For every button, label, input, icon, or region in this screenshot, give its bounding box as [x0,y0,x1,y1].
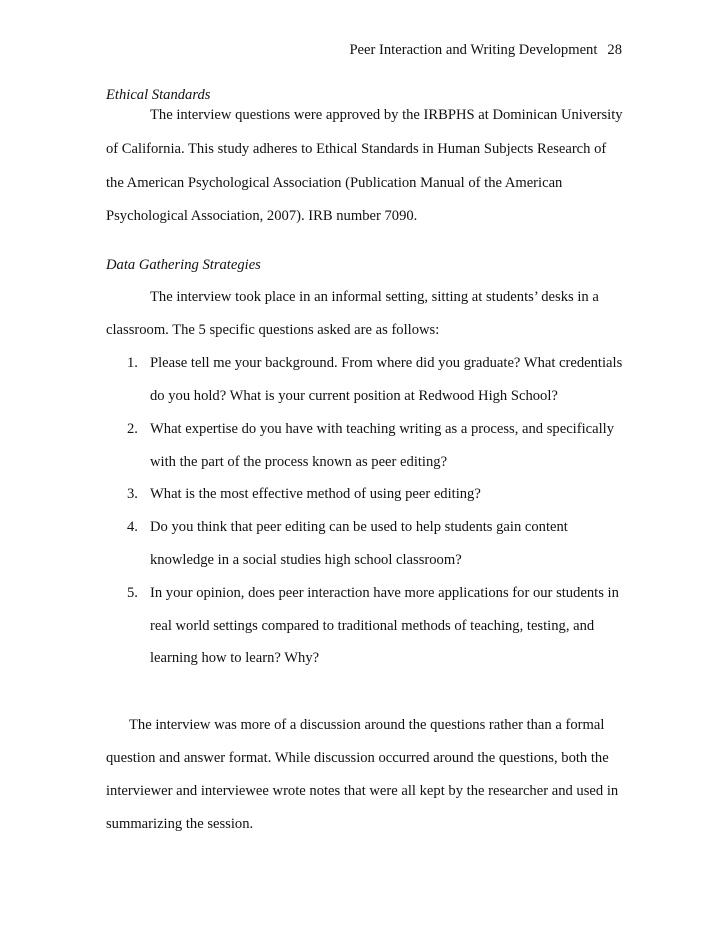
list-item-line: What expertise do you have with teaching writing as a process, and specifically [150,421,615,437]
paragraph-line: summarizing the session. [106,816,254,832]
paragraph-line: of California. This study adheres to Ethical Standards in Human Subjects Research of [106,141,607,157]
list-item-number: 2. [127,421,138,437]
list-item-line: Do you think that peer editing can be used to help students gain content [150,519,568,535]
list-item-line: learning how to learn? Why? [150,650,320,666]
list-item-number: 4. [127,519,138,535]
section-heading-data-gathering: Data Gathering Strategies [106,257,261,273]
list-item-line: knowledge in a social studies high school classroom? [150,552,462,568]
list-item-number: 3. [127,486,138,502]
paragraph-line: classroom. The 5 specific questions asked are as follows: [106,322,440,338]
list-item-line: In your opinion, does peer interaction have more applications for our students in [150,585,619,601]
list-item-number: 5. [127,585,138,601]
list-item-line: with the part of the process known as peer editing? [150,454,448,470]
list-item-line: Please tell me your background. From where did you graduate? What credentials [150,355,623,371]
running-title: Peer Interaction and Writing Development [349,42,598,58]
paragraph-line: question and answer format. While discussion occurred around the questions, both the [106,750,609,766]
paragraph-line: interviewer and interviewee wrote notes that were all kept by the researcher and used in [106,783,619,799]
running-head [349,41,622,59]
paragraph-line: Psychological Association, 2007). IRB number 7090. [106,208,418,224]
list-item-number: 1. [127,355,138,371]
paragraph-line: The interview was more of a discussion around the questions rather than a formal [129,717,605,733]
page-number: 28 [607,42,622,58]
paragraph-line: The interview took place in an informal setting, sitting at students’ desks in a [150,289,599,305]
list-item-line: real world settings compared to traditional methods of teaching, testing, and [150,618,595,634]
list-item-line: What is the most effective method of using peer editing? [150,486,481,502]
list-item-line: do you hold? What is your current position at Redwood High School? [150,388,558,404]
paragraph-line: the American Psychological Association (Publication Manual of the American [106,175,563,191]
section-heading-ethical-standards: Ethical Standards [106,87,211,103]
paragraph-line: The interview questions were approved by the IRBPHS at Dominican University [150,107,623,123]
